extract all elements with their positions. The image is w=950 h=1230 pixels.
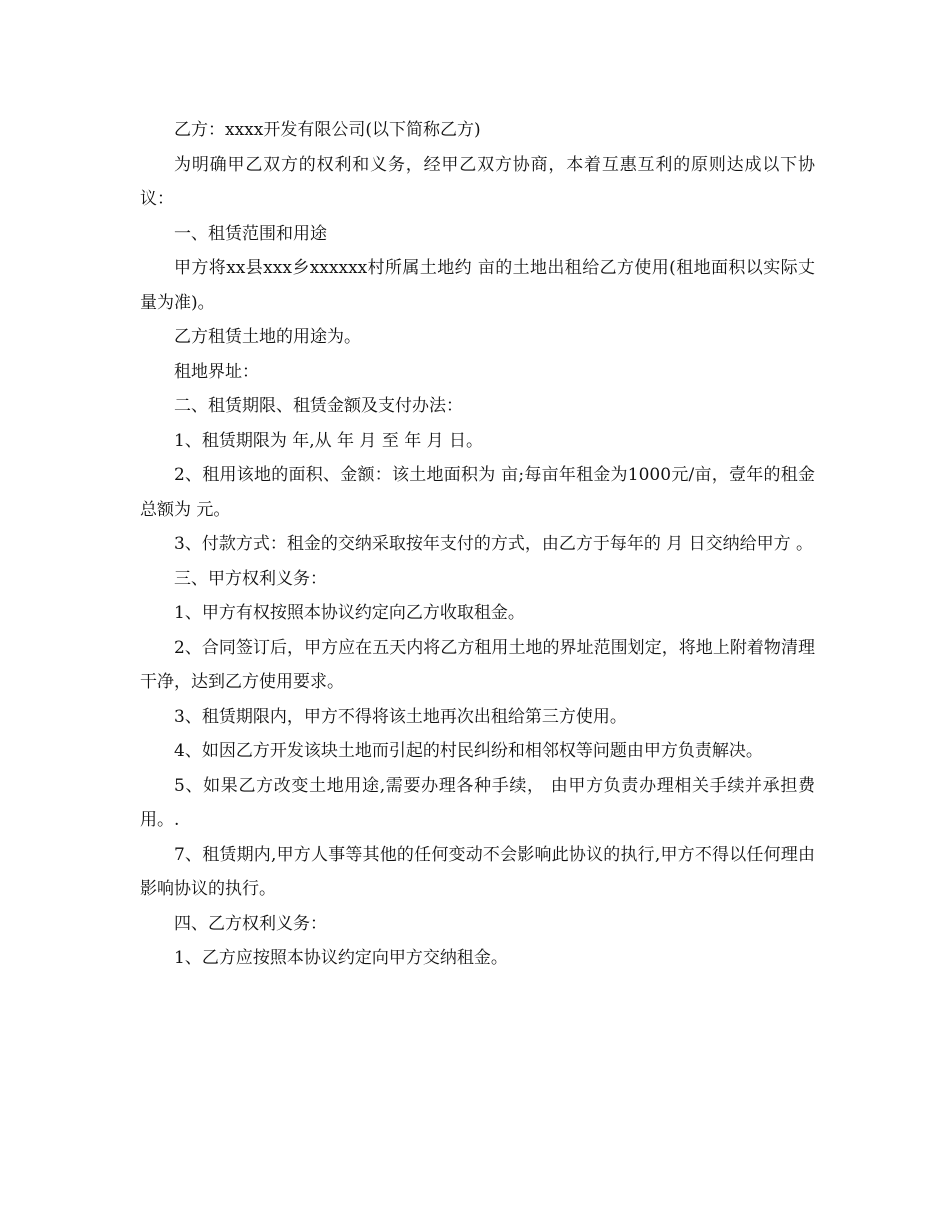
clause-a-1: 1、甲方有权按照本协议约定向乙方收取租金。 (174, 603, 525, 623)
clause-a-4: 4、如因乙方开发该块土地而引起的村民纠纷和相邻权等问题由甲方负责解决。 (174, 741, 763, 761)
section-heading-term-payment: 二、租赁期限、租赁金额及支付办法： (174, 396, 463, 416)
clause-boundary: 租地界址： (174, 361, 259, 382)
party-b-line: 乙方：xxxx开发有限公司(以下简称乙方) (174, 120, 481, 140)
clause-lease-term: 1、租赁期限为 年,从 年 月 至 年 月 日。 (174, 430, 484, 451)
document-body (140, 113, 815, 976)
clause-land-use: 乙方租赁土地的用途为。 (174, 327, 361, 347)
clause-b-1: 1、乙方应按照本协议约定向甲方交纳租金。 (174, 948, 508, 968)
clause-a-5: 5、如果乙方改变土地用途,需要办理各种手续， 由甲方负责办理相关手续并承担费用。. (140, 775, 815, 830)
clause-payment-method: 3、付款方式：租金的交纳采取按年支付的方式，由乙方于每年的 月 日交纳给甲方 。 (174, 534, 814, 554)
clause-a-2: 2、合同签订后，甲方应在五天内将乙方租用土地的界址范围划定，将地上附着物清理干净，达到乙方使用要求。 (140, 637, 815, 692)
clause-area-amount: 2、租用该地的面积、金额：该土地面积为 亩;每亩年租金为1000元/亩，壹年的租金总额为 元。 (140, 465, 815, 520)
clause-a-3: 3、租赁期限内，甲方不得将该土地再次出租给第三方使用。 (174, 706, 627, 727)
clause-a-7: 7、租赁期内,甲方人事等其他的任何变动不会影响此协议的执行,甲方不得以任何理由影响协议的执行。 (140, 844, 815, 899)
section-heading-party-a-duties: 三、甲方权利义务： (174, 568, 327, 589)
section-heading-lease-scope: 一、租赁范围和用途 (174, 223, 327, 244)
clause-lease-land: 甲方将xx县xxx乡xxxxxx村所属土地约 亩的土地出租给乙方使用(租地面积以实际丈量为准)。 (140, 258, 815, 313)
section-heading-party-b-duties: 四、乙方权利义务： (174, 913, 327, 934)
preamble-paragraph: 为明确甲乙双方的权利和义务，经甲乙双方协商，本着互惠互利的原则达成以下协议： (140, 154, 815, 209)
